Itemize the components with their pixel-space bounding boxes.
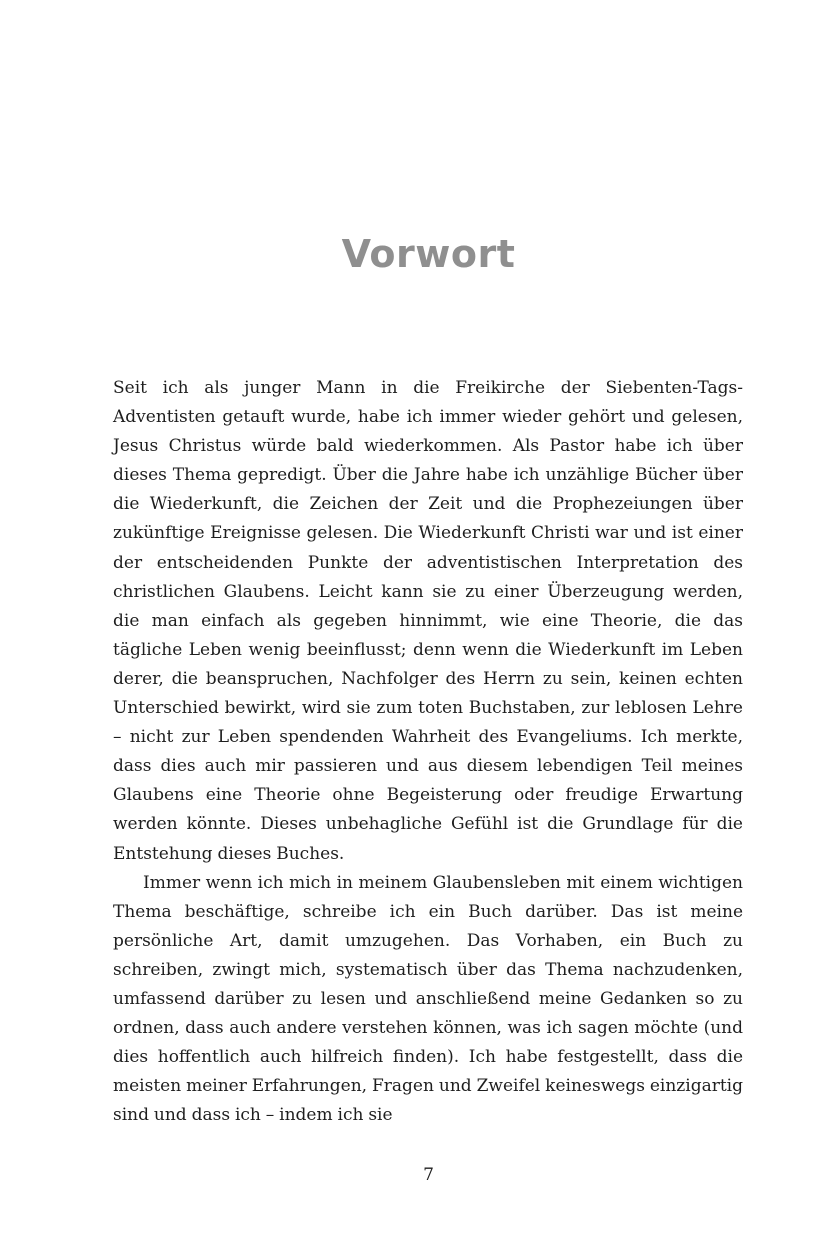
paragraph-2: Immer wenn ich mich in meinem Glaubensleben mit einem wichtigen Thema beschäftige, schreibe ich ein Buch darüber. Das ist meine persönliche Art, damit umzugehen. Das Vorhaben, ein Buch zu schreiben, zwingt mich, systematisch über das Thema nachzudenken, umfassend darüber zu lesen und anschließend meine Gedanken so zu ordnen, dass auch andere verstehen können, was ich sagen möchte (und dies hoffentlich auch hilfreich finden). Ich habe festgestellt, dass die meisten meiner Erfahrungen, Fragen und Zweifel keineswegs einzigartig sind und dass ich – indem ich sie (113, 872, 743, 1126)
page-number: 7 (423, 1165, 434, 1185)
body-text (113, 374, 743, 1130)
paragraph-1: Seit ich als junger Mann in die Freikirche der Siebenten-Tags-Adventisten getauft wurde, habe ich immer wieder gehört und gelesen, Jesus Christus würde bald wiederkommen. Als Pastor habe ich über dieses Thema gepredigt. Über die Jahre habe ich unzählige Bücher über die Wiederkunft, die Zeichen der Zeit und die Prophezeiungen über zukünftige Ereignisse gelesen. Die Wiederkunft Christi war und ist einer der entscheidenden Punkte der adventistischen Interpretation des christlichen Glaubens. Leicht kann sie zu einer Überzeugung werden, die man einfach als gegeben hinnimmt, wie eine Theorie, die das tägliche Leben wenig beeinflusst; denn wenn die Wiederkunft im Leben derer, die beanspruchen, Nachfolger des Herrn zu sein, keinen echten Unterschied bewirkt, wird sie zum toten Buchstaben, zur leblosen Lehre – nicht zur Leben spendenden Wahrheit des Evangeliums. Ich merkte, dass dies auch mir passieren und aus diesem lebendigen Teil meines Glaubens eine Theorie ohne Begeisterung oder freudige Erwartung werden könnte. Dieses unbehagliche Gefühl ist die Grundlage für die Entstehung dieses Buches. (113, 378, 743, 864)
chapter-title: Vorwort (341, 232, 516, 276)
